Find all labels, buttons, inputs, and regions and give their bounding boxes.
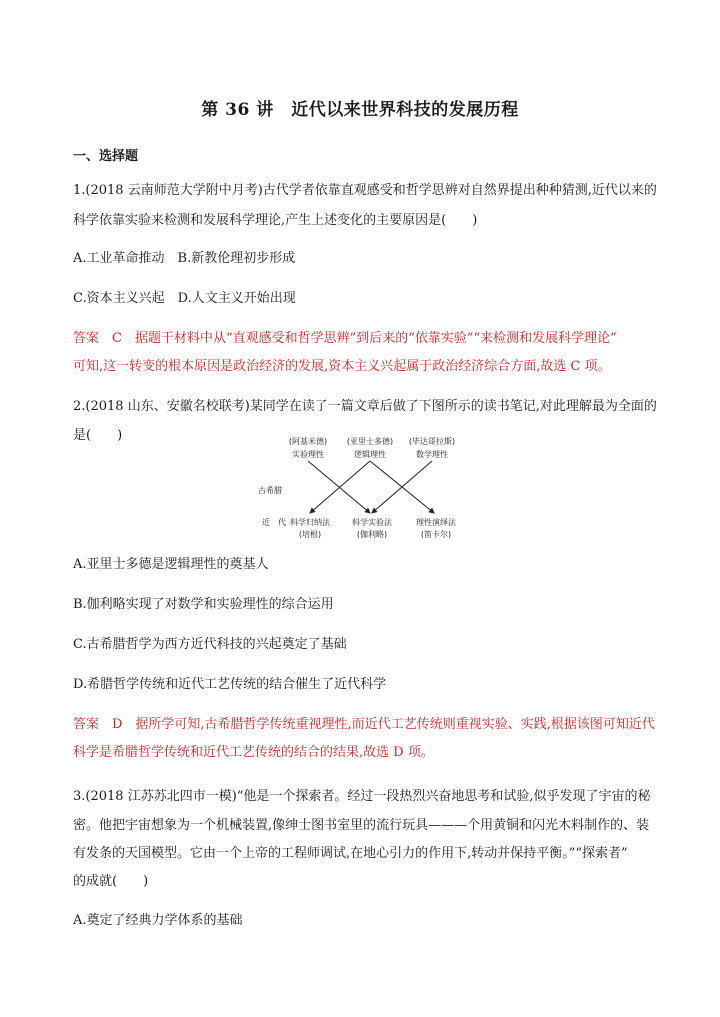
- q2-option-c: C.古希腊哲学为西方近代科技的兴起奠定了基础: [73, 637, 347, 652]
- q2-option-b: B.伽利略实现了对数学和实验理性的综合运用: [73, 597, 334, 612]
- q1-answer-line-2: 可知,这一转变的根本原因是政治经济的发展,资本主义兴起属于政治经济综合方面,故选 C 项。: [73, 359, 611, 374]
- q2-option-d: D.希腊哲学传统和近代工艺传统的结合催生了近代科学: [73, 677, 387, 692]
- top-node-3-label: 数学理性: [416, 450, 448, 459]
- top-node-1-person: (阿基米德): [288, 437, 328, 446]
- q2-option-a: A.亚里士多德是逻辑理性的奠基人: [73, 557, 269, 572]
- q2-stem-line-2: 是( ): [73, 428, 123, 443]
- bottom-node-2-person: (伽利略): [356, 530, 388, 539]
- bottom-node-1-person: (培根): [298, 530, 322, 539]
- top-node-2-person: (亚里士多德): [346, 437, 394, 446]
- q1-option-ab: A.工业革命推动 B.新教伦理初步形成: [73, 251, 296, 266]
- top-node-3-person: (毕达哥拉斯): [408, 437, 456, 446]
- section-heading: 一、选择题: [73, 149, 139, 164]
- row-label-ancient: 古希腊: [258, 486, 282, 495]
- q3-stem-line-3: 有发条的天国模型。它由一个上帝的工程师调试,在地心引力的作用下,转动并保持平衡。”“探索者”: [73, 846, 628, 861]
- diagram-svg: [250, 433, 490, 541]
- q1-stem-line-1: 1.(2018 云南师范大学附中月考)古代学者依靠直观感受和哲学思辨对自然界提出种种猜测,近代以来的: [73, 183, 657, 198]
- q2-stem-line-1: 2.(2018 山东、安徽名校联考)某同学在读了一篇文章后做了下图所示的读书笔记,对此理解最为全面的: [73, 399, 657, 414]
- reading-notes-diagram: [250, 433, 490, 541]
- arrow-math-to-galileo: [372, 461, 432, 513]
- q2-answer-line-1: 答案 D 据所学可知,古希腊哲学传统重视理性,而近代工艺传统则重视实验、实践,根据该图可知近代: [73, 717, 655, 732]
- q3-stem-line-2: 密。他把宇宙想象为一个机械装置,像绅士图书室里的流行玩具———个用黄铜和闪光木料制作的、装: [73, 818, 650, 833]
- bottom-node-3-label: 理性演绎法: [416, 518, 456, 527]
- q1-option-cd: C.资本主义兴起 D.人文主义开始出现: [73, 291, 296, 306]
- q2-answer-line-2: 科学是希腊哲学传统和近代工艺传统的结合的结果,故选 D 项。: [73, 745, 434, 760]
- top-node-1-label: 实验理性: [292, 450, 324, 459]
- top-node-2-label: 逻辑理性: [354, 450, 386, 459]
- q3-stem-line-4: 的成就( ): [73, 874, 149, 889]
- q3-stem-line-1: 3.(2018 江苏苏北四市一模)“他是一个探索者。经过一段热烈兴奋地思考和试验,似乎发现了宇宙的秘: [73, 789, 651, 804]
- q1-answer-line-1: 答案 C 据题干材料中从“直观感受和哲学思辨”到后来的“依靠实验”“来检测和发展科学理论”: [73, 331, 617, 346]
- bottom-node-2-label: 科学实验法: [352, 518, 392, 527]
- row-label-modern: 近 代: [262, 518, 286, 527]
- q1-stem-line-2: 科学依靠实验来检测和发展科学理论,产生上述变化的主要原因是( ): [73, 213, 478, 228]
- bottom-node-3-person: (笛卡尔): [420, 530, 452, 539]
- bottom-node-1-label: 科学归纳法: [290, 518, 330, 527]
- page-title: 第 36 讲 近代以来世界科技的发展历程: [201, 100, 519, 120]
- q3-option-a: A.奠定了经典力学体系的基础: [73, 913, 243, 928]
